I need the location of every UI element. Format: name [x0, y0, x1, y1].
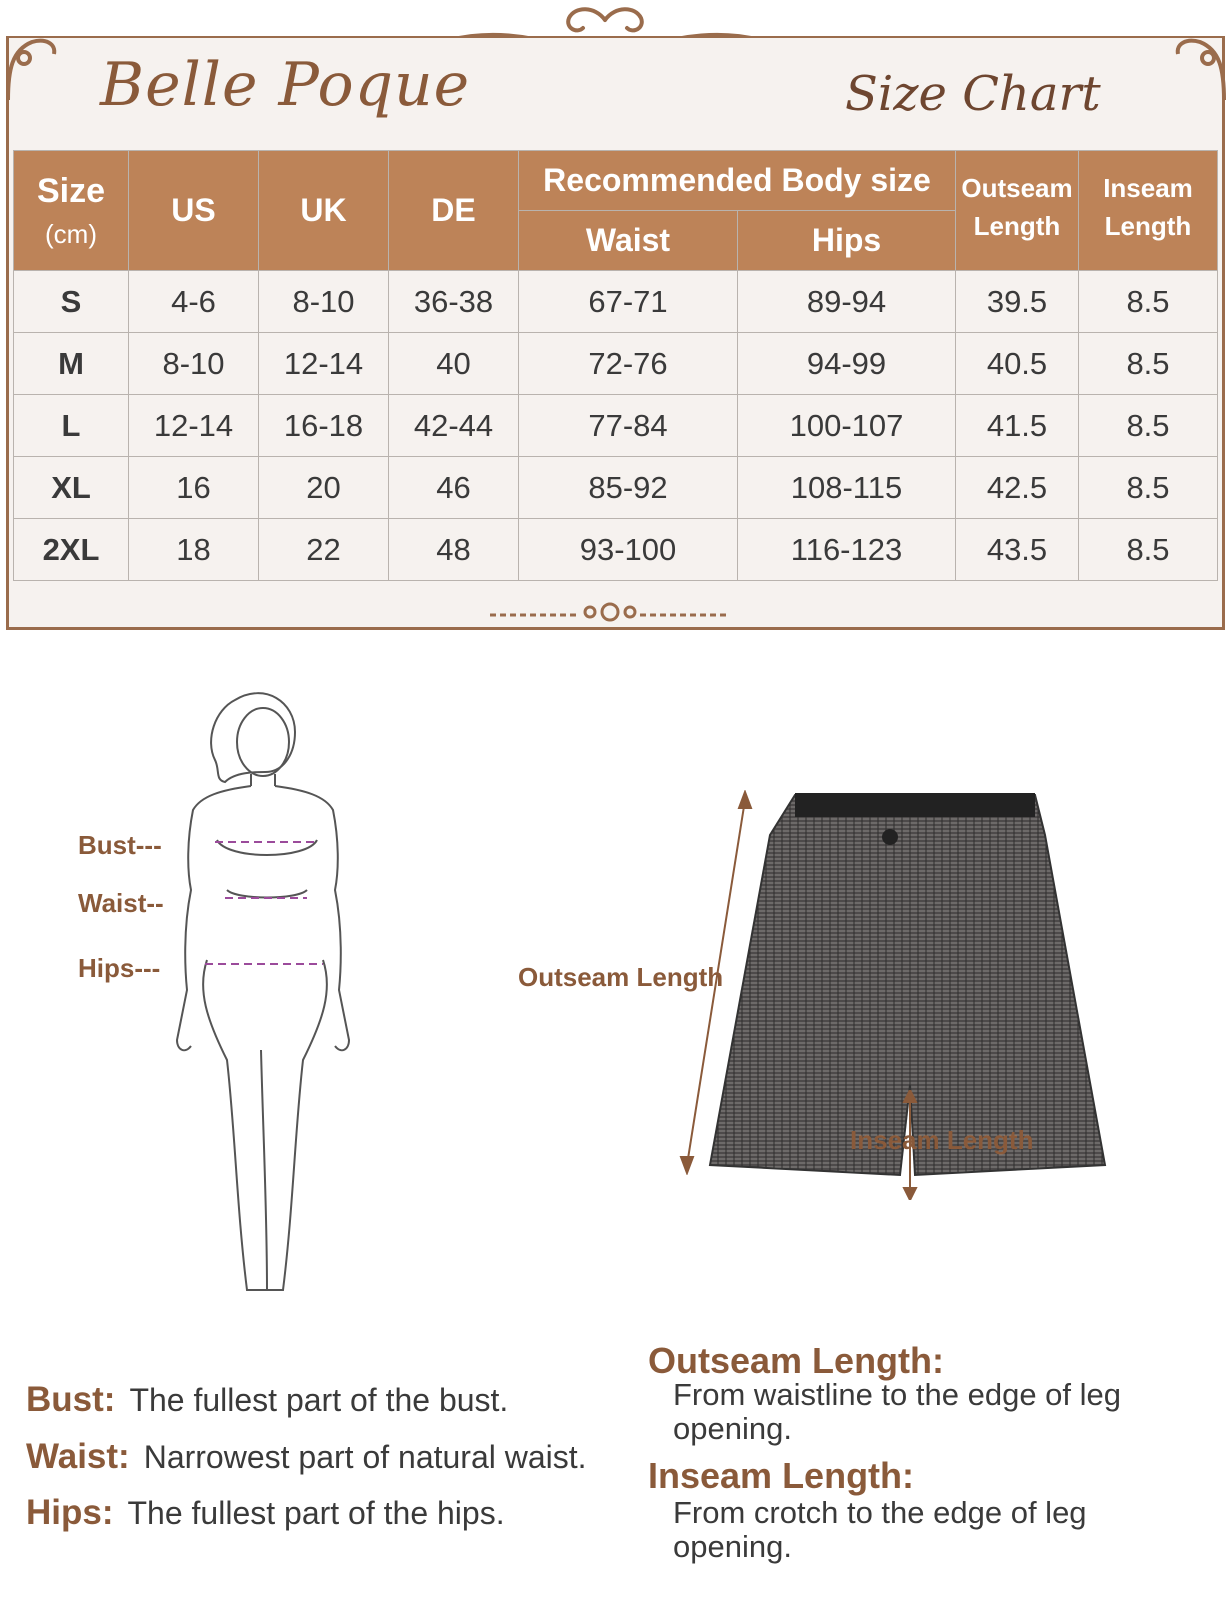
cell-us: 4-6 [129, 271, 259, 333]
cell-uk: 22 [259, 519, 389, 581]
header-hips: Hips [738, 211, 956, 271]
cell-outseam: 42.5 [956, 457, 1079, 519]
cell-us: 12-14 [129, 395, 259, 457]
cell-inseam: 8.5 [1079, 333, 1218, 395]
bust-label: Bust--- [78, 830, 162, 860]
cell-waist: 72-76 [519, 333, 738, 395]
table-row [14, 395, 1218, 457]
brand-logo: Belle Poque [100, 50, 471, 120]
cell-de: 36-38 [389, 271, 519, 333]
cell-waist: 93-100 [519, 519, 738, 581]
cell-waist: 77-84 [519, 395, 738, 457]
cell-us: 8-10 [129, 333, 259, 395]
cell-de: 42-44 [389, 395, 519, 457]
corner-flourish-right-icon [1170, 30, 1230, 110]
cell-us: 16 [129, 457, 259, 519]
cell-outseam: 39.5 [956, 271, 1079, 333]
cell-de: 48 [389, 519, 519, 581]
corner-flourish-left-icon [2, 30, 62, 110]
waist-definition: Waist: Narrowest part of natural waist. [26, 1437, 587, 1476]
cell-inseam: 8.5 [1079, 271, 1218, 333]
cell-uk: 8-10 [259, 271, 389, 333]
cell-size: S [14, 271, 129, 333]
cell-hips: 94-99 [738, 333, 956, 395]
size-table [13, 150, 1218, 581]
inseam-figure-label: Inseam Length [850, 1125, 1034, 1155]
outseam-definition-text: From waistline to the edge of leg opening. [673, 1377, 1122, 1446]
cell-inseam: 8.5 [1079, 457, 1218, 519]
cell-size: XL [14, 457, 129, 519]
cell-de: 46 [389, 457, 519, 519]
header-size: Size (cm) [14, 151, 129, 271]
cell-uk: 12-14 [259, 333, 389, 395]
table-row [14, 519, 1218, 581]
hips-label: Hips--- [78, 953, 161, 983]
outseam-definition-term: Outseam Length: [648, 1340, 945, 1381]
header-inseam-length: Inseam Length [1079, 151, 1218, 271]
header-uk: UK [259, 151, 389, 271]
cell-uk: 20 [259, 457, 389, 519]
table-row [14, 333, 1218, 395]
cell-waist: 85-92 [519, 457, 738, 519]
cell-hips: 89-94 [738, 271, 956, 333]
hips-definition: Hips: The fullest part of the hips. [26, 1493, 505, 1532]
header-de: DE [389, 151, 519, 271]
cell-inseam: 8.5 [1079, 395, 1218, 457]
cell-outseam: 43.5 [956, 519, 1079, 581]
header-recommended-body-size: Recommended Body size [519, 151, 956, 211]
header-waist: Waist [519, 211, 738, 271]
cell-outseam: 40.5 [956, 333, 1079, 395]
inseam-definition-term: Inseam Length: [648, 1455, 915, 1496]
table-row [14, 457, 1218, 519]
cell-waist: 67-71 [519, 271, 738, 333]
cell-hips: 116-123 [738, 519, 956, 581]
cell-uk: 16-18 [259, 395, 389, 457]
body-figure-icon [175, 670, 355, 1320]
page-title: Size Chart [845, 66, 1101, 122]
cell-hips: 108-115 [738, 457, 956, 519]
waist-label: Waist-- [78, 888, 164, 918]
header-outseam-length: Outseam Length [956, 151, 1079, 271]
bottom-ornament-icon [480, 600, 740, 630]
bust-definition: Bust: The fullest part of the bust. [26, 1380, 509, 1419]
cell-de: 40 [389, 333, 519, 395]
cell-outseam: 41.5 [956, 395, 1079, 457]
cell-us: 18 [129, 519, 259, 581]
outseam-figure-label: Outseam Length [518, 962, 724, 992]
cell-size: M [14, 333, 129, 395]
cell-inseam: 8.5 [1079, 519, 1218, 581]
cell-size: L [14, 395, 129, 457]
header-us: US [129, 151, 259, 271]
cell-hips: 100-107 [738, 395, 956, 457]
cell-size: 2XL [14, 519, 129, 581]
table-row [14, 271, 1218, 333]
inseam-definition-text: From crotch to the edge of leg opening. [673, 1495, 1087, 1564]
